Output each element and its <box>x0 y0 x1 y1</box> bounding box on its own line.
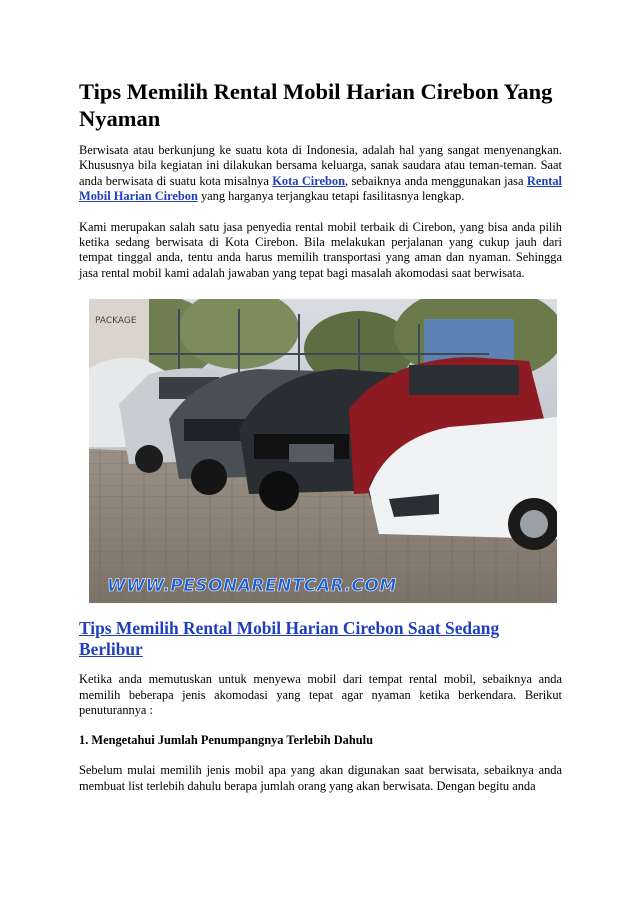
body-paragraph: Ketika anda memutuskan untuk menyewa mobil dari tempat rental mobil, sebaiknya anda memilih beberapa jenis akomodasi yang tepat agar nyaman ketika berkendara. Berikut penuturannya : <box>79 672 562 718</box>
body-paragraph: Sebelum mulai memilih jenis mobil apa yang akan digunakan saat berwisata, sebaiknya anda membuat list terlebih dahulu berapa jumlah orang yang akan berwisata. Dengan begitu anda <box>79 763 562 793</box>
body-paragraph: Kami merupakan salah satu jasa penyedia rental mobil terbaik di Cirebon, yang bisa anda pilih ketika sedang berwisata di Kota Cirebon. Bila melakukan perjalanan yang cukup jauh dari tempat tinggal anda, tentu anda harus memilih transportasi yang aman dan nyaman. Sehingga jasa rental mobil kami adalah jawaban yang tepat bagi masalah akomodasi saat berwisata. <box>79 219 562 280</box>
banner-text: PACKAGE <box>95 316 137 327</box>
rental-mobil-link[interactable]: Rental Mobil Harian Cirebon <box>79 173 562 204</box>
intro-paragraph <box>79 143 562 205</box>
section-subheading[interactable]: Tips Memilih Rental Mobil Harian Cirebon Saat Sedang Berlibur <box>79 618 500 660</box>
car-photo-illustration <box>89 299 557 603</box>
intro-text: yang harganya terjangkau tetapi fasilitasnya lengkap. <box>197 189 465 204</box>
point-heading: 1. Mengetahui Jumlah Penumpangnya Terlebih Dahulu <box>79 733 373 748</box>
kota-cirebon-link[interactable]: Kota Cirebon <box>272 173 345 188</box>
photo-watermark: WWW.PESONARENTCAR.COM <box>107 576 397 597</box>
intro-text: Berwisata atau berkunjung ke suatu kota di Indonesia, adalah hal yang sangat menyenangkan. Khususnya bila kegiatan ini dilakukan bersama keluarga, sanak saudara atau teman-teman. Saat anda berwisata di suatu kota misalnya <box>79 143 562 188</box>
intro-text: , sebaiknya anda menggunakan jasa <box>344 173 527 188</box>
document-page <box>79 78 562 794</box>
page-title: Tips Memilih Rental Mobil Harian Cirebon Yang Nyaman <box>79 79 553 131</box>
car-lineup-photo <box>89 299 557 603</box>
